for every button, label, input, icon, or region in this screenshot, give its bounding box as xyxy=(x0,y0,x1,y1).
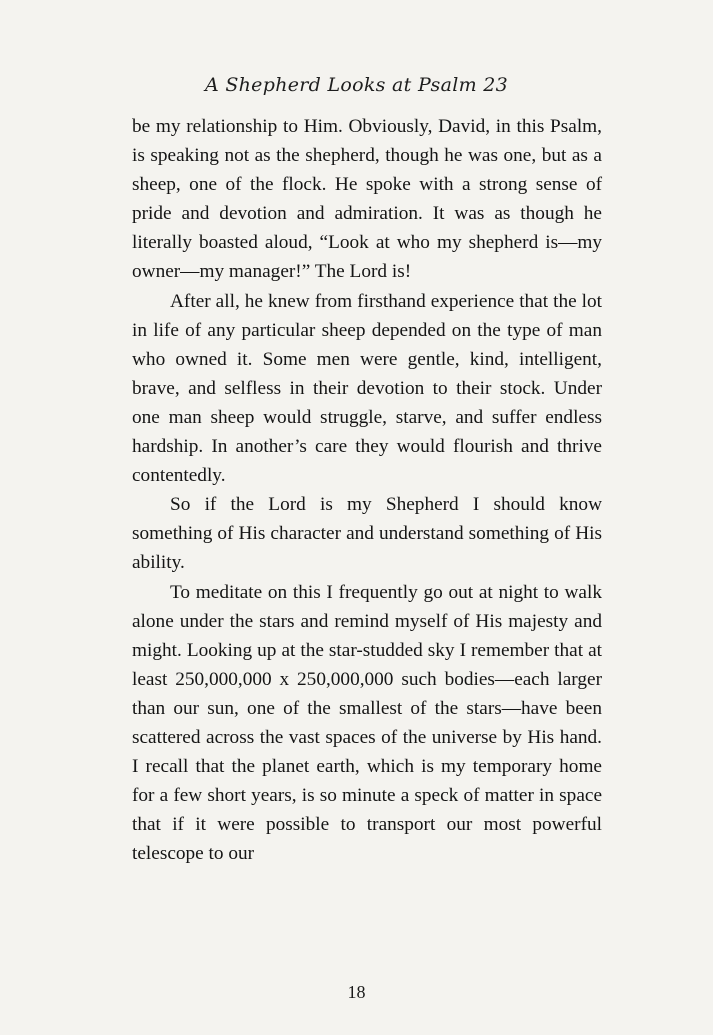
paragraph: After all, he knew from firsthand experience that the lot in life of any particular sheep depended on the type of man who owned it. Some men were gentle, kind, intelligent, brave, and selfless in their devotion to their stock. Under one man sheep would struggle, starve, and suffer endless hardship. In another’s care they would flourish and thrive contentedly. xyxy=(132,290,602,487)
body-text xyxy=(132,112,602,868)
paragraph: To meditate on this I frequently go out at night to walk alone under the stars and remind myself of His majesty and might. Looking up at the star-studded sky I remember that at least 250,000,000 x 250,000,000 such bodies—each larger than our sun, one of the smallest of the stars—have been scattered across the vast spaces of the universe by His hand. I recall that the planet earth, which is my temporary home for a few short years, is so minute a speck of matter in space that if it were possible to transport our most powerful telescope to our xyxy=(132,581,602,865)
page-number: 18 xyxy=(347,982,366,1002)
paragraph: So if the Lord is my Shepherd I should know something of His character and understand something of His ability. xyxy=(132,494,602,574)
paragraph-continuation: be my relationship to Him. Obviously, David, in this Psalm, is speaking not as the shepherd, though he was one, but as a sheep, one of the flock. He spoke with a strong sense of pride and devotion and admiration. It was as though he literally boasted aloud, “Look at who my shepherd is—my owner—my manager!” The Lord is! xyxy=(132,116,602,283)
running-head: A Shepherd Looks at Psalm 23 xyxy=(204,74,509,96)
